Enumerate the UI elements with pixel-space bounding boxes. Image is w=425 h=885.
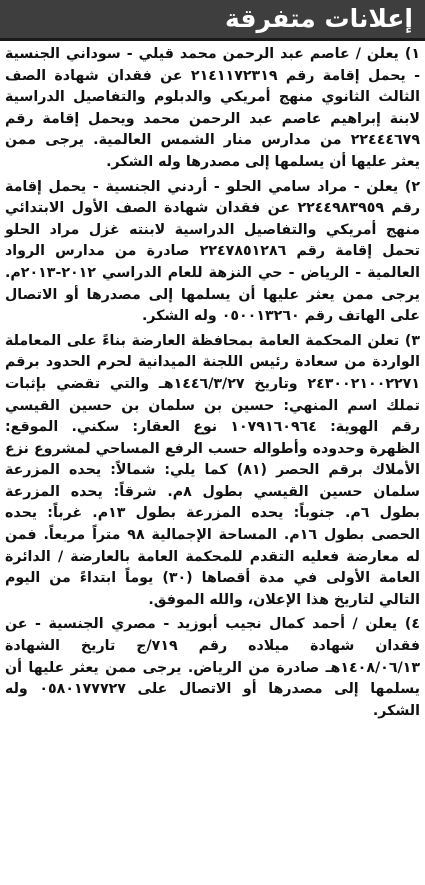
notice-item (5, 331, 420, 612)
notice-item (5, 177, 420, 328)
notices-list (0, 44, 425, 725)
section-title: إعلانات متفرقة (225, 4, 413, 33)
notice-number: ٢) (404, 178, 420, 195)
notice-text (5, 177, 420, 328)
notice-body: تعلن المحكمة العامة بمحافظة العارضة بناءً على المعاملة الواردة من سعادة رئيس اللجنة الميدانية لحرم الحدود برقم ٢٤٣٠٠٢١٠٠٢٢٧١ وتاريخ ١٤٤٦/٣/٢٧هـ والتي تقضي بإثبات تملك اسم المنهي: حسين بن سلمان بن حسين القيسي رقم الهوية: ١٠٧٩١٦٠٩٦٤ نوع العقار: سكني. الموقع: الظهرة وحدوده وأطواله حسب الرفع المساحي لمشروع نزع الأملاك برقم الحصر (٨١) كما يلي: شمالاً: يحده المزرعة سلمان حسين القيسي بطول ٨م. شرقاً: يحده المزرعة بطول ٦م. جنوباً: يحده المزرعة بطول ١٣م. غرباً: يحده الحصى بطول ١٦م. المساحة الإجمالية ٩٨ متراً مربعاً. فمن له معارضة فعليه التقدم للمحكمة العامة بالعارضة / الدائرة العامة الأولى في مدة أقصاها (٣٠) يوماً ابتداءً من اليوم التالي لتاريخ هذا الإعلان، والله الموفق. (5, 332, 420, 608)
notice-number: ٤) (404, 616, 420, 633)
notice-text (5, 614, 420, 722)
notice-text (5, 44, 420, 174)
notice-body: يعلن / عاصم عبد الرحمن محمد قيلي - سوداني الجنسية - يحمل إقامة رقم ٢١٤١١٧٢٣١٩ عن فقدان شهادة الصف الثالث الثانوي منهج أمريكي والدبلوم والتفاصيل الدراسية لابنة إبراهيم عاصم عبد الرحمن محمد ويحمل إقامة رقم ٢٢٤٤٤٦٧٩ من مدارس منار الشمس العالمية. يرجى ممن يعثر عليها أن يسلمها إلى مصدرها وله الشكر. (5, 46, 420, 170)
notice-body: يعلن - مراد سامي الحلو - أردني الجنسية - يحمل إقامة رقم ٢٢٤٤٩٨٣٩٥٩ عن فقدان شهادة الصف الأول الابتدائي منهج أمريكي والتفاصيل الدراسية لابنته غزل مراد الحلو تحمل إقامة رقم ٢٢٤٧٨٥١٢٨٦ صادرة من مدارس الرواد العالمية - الرياض - حي النزهة للعام الدراسي ٢٠١٢-٢٠١٣م. يرجى ممن يعثر عليها أن يسلمها إلى مصدرها أو الاتصال على الهاتف رقم ٠٥٠٠١٣٢٦٠ وله الشكر. (5, 178, 420, 325)
notice-number: ٣) (404, 332, 420, 349)
notice-text (5, 331, 420, 612)
notice-item (5, 44, 420, 174)
notice-number: ١) (404, 46, 420, 62)
notice-body: يعلن / أحمد كمال نجيب أبوزيد - مصري الجنسية - عن فقدان شهادة ميلاده رقم ٧١٩/ج تاريخ الشهادة ١٤٠٨/٠٦/١٣هـ صادرة من الرياض. يرجى ممن يعثر عليها أن يسلمها إلى مصدرها أو الاتصال على ٠٥٨٠١٧٧٧٢٧ وله الشكر. (5, 616, 420, 719)
notice-item (5, 614, 420, 722)
section-header (0, 0, 425, 41)
